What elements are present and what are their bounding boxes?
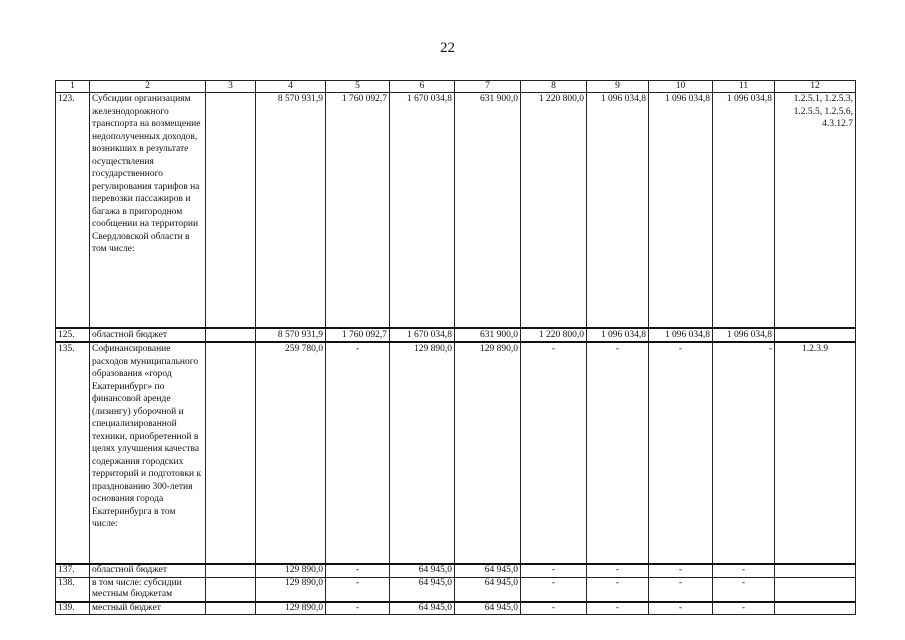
cell-col10: - [649, 602, 713, 615]
column-number: 8 [521, 81, 587, 93]
row-number: 138. [56, 577, 90, 602]
cell-col4: 129 890,0 [256, 602, 326, 615]
column-number: 6 [390, 81, 455, 93]
cell-col6: 64 945,0 [390, 577, 455, 602]
column-number: 3 [206, 81, 256, 93]
cell-col4: 129 890,0 [256, 577, 326, 602]
cell-col9: - [587, 564, 649, 577]
cell-col10: - [649, 342, 713, 564]
cell-col4: 129 890,0 [256, 564, 326, 577]
cell-col8: 1 220 800,0 [521, 328, 587, 343]
cell-col5: 1 760 092,7 [326, 328, 390, 343]
row-name: местный бюджет [90, 602, 206, 615]
table-row [56, 602, 856, 615]
cell-col5: - [326, 577, 390, 602]
cell-col12 [775, 564, 856, 577]
cell-col11: - [713, 602, 775, 615]
cell-col11: - [713, 564, 775, 577]
column-number-row [56, 81, 856, 93]
cell-col12 [775, 577, 856, 602]
cell-col12: 1.2.5.1, 1.2.5.3, 1.2.5.5, 1.2.5.6, 4.3.12.7 [775, 93, 856, 328]
row-number: 135. [56, 342, 90, 564]
column-number: 9 [587, 81, 649, 93]
row-name: областной бюджет [90, 328, 206, 343]
cell-col11: - [713, 577, 775, 602]
cell-col8: 1 220 800,0 [521, 93, 587, 328]
cell-col6: 129 890,0 [390, 342, 455, 564]
cell-col5: - [326, 602, 390, 615]
column-number: 5 [326, 81, 390, 93]
column-number: 11 [713, 81, 775, 93]
row-number: 137. [56, 564, 90, 577]
budget-table [55, 80, 856, 615]
cell-col3 [206, 602, 256, 615]
column-number: 1 [56, 81, 90, 93]
column-number: 4 [256, 81, 326, 93]
table-row [56, 564, 856, 577]
cell-col12 [775, 328, 856, 343]
cell-col9: - [587, 602, 649, 615]
cell-col8: - [521, 577, 587, 602]
cell-col5: 1 760 092,7 [326, 93, 390, 328]
cell-col9: - [587, 342, 649, 564]
row-name: областной бюджет [90, 564, 206, 577]
cell-col9: 1 096 034,8 [587, 328, 649, 343]
cell-col9: 1 096 034,8 [587, 93, 649, 328]
cell-col9: - [587, 577, 649, 602]
row-name: Субсидии организациям железнодорожного транспорта на возмещение недополученных доходов, возникших в результате осуществления государственного регулирования тарифов на перевозки пассажиров и багажа в пригородном сообщении на территории Свердловской области в том числе: [90, 93, 206, 328]
cell-col5: - [326, 564, 390, 577]
table-row [56, 577, 856, 602]
table-row [56, 328, 856, 343]
page-number: 22 [440, 40, 455, 56]
cell-col6: 64 945,0 [390, 564, 455, 577]
cell-col10: - [649, 577, 713, 602]
table-row [56, 93, 856, 328]
cell-col4: 259 780,0 [256, 342, 326, 564]
column-number: 10 [649, 81, 713, 93]
column-number: 12 [775, 81, 856, 93]
cell-col4: 8 570 931,9 [256, 328, 326, 343]
row-number: 139. [56, 602, 90, 615]
cell-col5: - [326, 342, 390, 564]
cell-col7: 64 945,0 [455, 577, 521, 602]
cell-col6: 1 670 034,8 [390, 328, 455, 343]
table-row [56, 342, 856, 564]
cell-col6: 1 670 034,8 [390, 93, 455, 328]
cell-col10: - [649, 564, 713, 577]
row-number: 123. [56, 93, 90, 328]
cell-col8: - [521, 342, 587, 564]
cell-col3 [206, 93, 256, 328]
cell-col12 [775, 602, 856, 615]
cell-col8: - [521, 564, 587, 577]
cell-col10: 1 096 034,8 [649, 328, 713, 343]
cell-col7: 64 945,0 [455, 602, 521, 615]
cell-col3 [206, 577, 256, 602]
row-number: 125. [56, 328, 90, 343]
cell-col7: 631 900,0 [455, 328, 521, 343]
cell-col8: - [521, 602, 587, 615]
cell-col10: 1 096 034,8 [649, 93, 713, 328]
cell-col7: 129 890,0 [455, 342, 521, 564]
cell-col11: 1 096 034,8 [713, 93, 775, 328]
cell-col3 [206, 342, 256, 564]
cell-col7: 631 900,0 [455, 93, 521, 328]
cell-col11: - [713, 342, 775, 564]
column-number: 7 [455, 81, 521, 93]
row-name: в том числе: субсидии местным бюджетам [90, 577, 206, 602]
cell-col3 [206, 328, 256, 343]
cell-col4: 8 570 931,9 [256, 93, 326, 328]
column-number: 2 [90, 81, 206, 93]
cell-col12: 1.2.3.9 [775, 342, 856, 564]
cell-col6: 64 945,0 [390, 602, 455, 615]
cell-col7: 64 945,0 [455, 564, 521, 577]
row-name: Софинансирование расходов муниципального образования «город Екатеринбург» по финансовой аренде (лизингу) уборочной и специализированной техники, приобретенной в целях улучшения качества содержания городских территорий и подготовки к празднованию 300-летия основания города Екатеринбурга в том числе: [90, 342, 206, 564]
cell-col3 [206, 564, 256, 577]
cell-col11: 1 096 034,8 [713, 328, 775, 343]
